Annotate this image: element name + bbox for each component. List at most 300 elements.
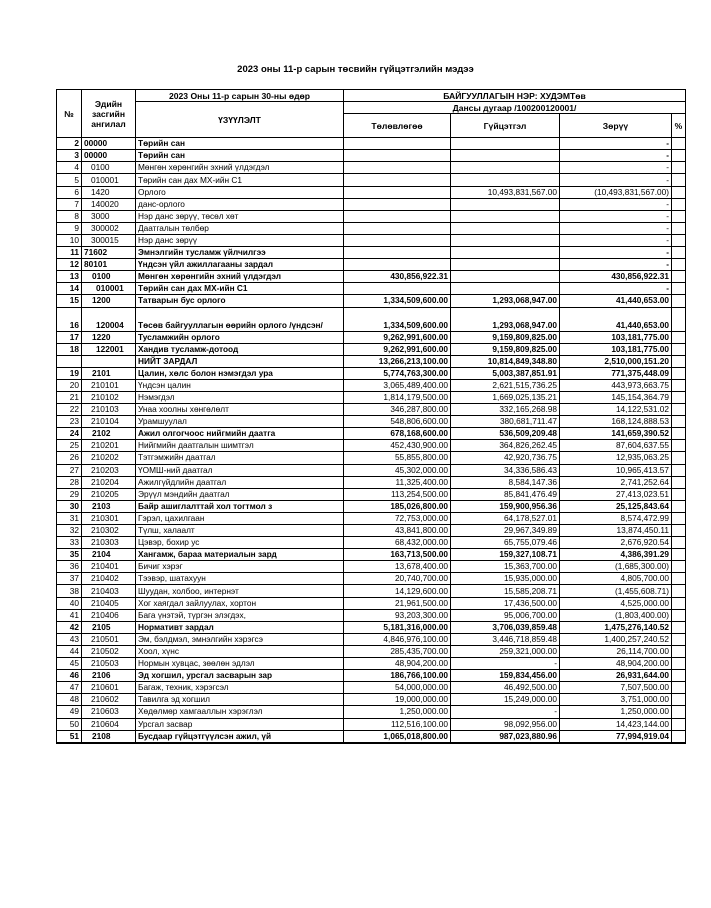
row-diff: - [560, 222, 672, 234]
table-row [57, 295, 686, 307]
row-actual: - [451, 706, 560, 718]
row-pct [672, 404, 686, 416]
row-pct [672, 682, 686, 694]
row-name: Нэр данс зөрүү, төсөл хөт [136, 210, 344, 222]
row-code: 210502 [82, 645, 136, 657]
row-diff: 103,181,775.00 [560, 331, 672, 343]
row-pct [672, 379, 686, 391]
row-code: 2108 [82, 730, 136, 743]
row-code: 210501 [82, 633, 136, 645]
table-row [57, 573, 686, 585]
row-plan: 72,753,000.00 [344, 512, 451, 524]
row-number: 48 [57, 694, 82, 706]
row-number: 3 [57, 150, 82, 162]
col-header-pct: % [672, 114, 686, 138]
row-plan [344, 234, 451, 246]
row-code: 210104 [82, 416, 136, 428]
table-row [57, 537, 686, 549]
row-code: 210301 [82, 512, 136, 524]
table-row [57, 416, 686, 428]
row-number: 31 [57, 512, 82, 524]
table-row [57, 476, 686, 488]
row-name: Бичиг хэрэг [136, 561, 344, 573]
row-pct [672, 549, 686, 561]
row-pct [672, 271, 686, 283]
row-actual: 34,336,586.43 [451, 464, 560, 476]
row-number: 10 [57, 234, 82, 246]
row-diff: 2,510,000,151.20 [560, 355, 672, 367]
row-number: 35 [57, 549, 82, 561]
row-pct [672, 585, 686, 597]
table-row [57, 343, 686, 355]
row-diff: 48,904,200.00 [560, 658, 672, 670]
row-number: 41 [57, 609, 82, 621]
row-diff: (10,493,831,567.00) [560, 186, 672, 198]
table-row [57, 609, 686, 621]
row-actual [451, 198, 560, 210]
row-actual: 159,834,456.00 [451, 670, 560, 682]
table-row [57, 331, 686, 343]
row-code: 210602 [82, 694, 136, 706]
row-actual: 5,003,387,851.91 [451, 367, 560, 379]
row-pct [672, 645, 686, 657]
row-code: 71602 [82, 247, 136, 259]
row-pct [672, 658, 686, 670]
row-pct [672, 343, 686, 355]
row-diff: 77,994,919.04 [560, 730, 672, 743]
row-plan: 163,713,500.00 [344, 549, 451, 561]
row-actual: 332,165,268.98 [451, 404, 560, 416]
row-actual: 85,841,476.49 [451, 488, 560, 500]
row-code: 210303 [82, 537, 136, 549]
row-plan: 1,250,000.00 [344, 706, 451, 718]
row-plan: 11,325,400.00 [344, 476, 451, 488]
table-row [57, 512, 686, 524]
row-code: 2106 [82, 670, 136, 682]
row-name: Эд хогшил, урсгал засварын зар [136, 670, 344, 682]
row-name: НИЙТ ЗАРДАЛ [136, 355, 344, 367]
row-number: 33 [57, 537, 82, 549]
table-row [57, 391, 686, 403]
row-diff: - [560, 150, 672, 162]
row-name: Урсгал засвар [136, 718, 344, 730]
row-code: 010001 [82, 174, 136, 186]
row-plan [344, 150, 451, 162]
row-pct [672, 694, 686, 706]
table-row [57, 633, 686, 645]
row-pct [672, 621, 686, 633]
row-code: 210603 [82, 706, 136, 718]
table-row [57, 259, 686, 271]
row-number: 11 [57, 247, 82, 259]
row-actual: 159,327,108.71 [451, 549, 560, 561]
row-number: 37 [57, 573, 82, 585]
row-number: 4 [57, 162, 82, 174]
row-number: 30 [57, 500, 82, 512]
row-pct [672, 283, 686, 295]
row-actual: 95,006,700.00 [451, 609, 560, 621]
table-row [57, 138, 686, 150]
row-number: 15 [57, 295, 82, 307]
row-actual: 65,755,079.46 [451, 537, 560, 549]
row-diff: - [560, 234, 672, 246]
row-diff: 145,154,364.79 [560, 391, 672, 403]
row-pct [672, 670, 686, 682]
row-name: Эмнэлгийн тусламж үйлчилгээ [136, 247, 344, 259]
row-name: данс-орлого [136, 198, 344, 210]
row-diff: 7,507,500.00 [560, 682, 672, 694]
row-name: Төрийн сан [136, 138, 344, 150]
row-code: 00000 [82, 150, 136, 162]
row-actual [451, 138, 560, 150]
row-actual: 15,249,000.00 [451, 694, 560, 706]
row-name: Орлого [136, 186, 344, 198]
row-number: 6 [57, 186, 82, 198]
row-actual [451, 222, 560, 234]
row-actual: - [451, 658, 560, 670]
row-name: Нормын хувцас, зөөлөн эдлэл [136, 658, 344, 670]
table-row [57, 585, 686, 597]
row-name: Урамшуулал [136, 416, 344, 428]
row-actual: 1,293,068,947.00 [451, 295, 560, 307]
row-actual [451, 271, 560, 283]
row-pct [672, 561, 686, 573]
row-pct [672, 138, 686, 150]
row-plan: 3,065,489,400.00 [344, 379, 451, 391]
row-diff: 4,805,700.00 [560, 573, 672, 585]
col-header-indicator: ҮЗҮҮЛЭЛТ [136, 102, 344, 138]
row-pct [672, 331, 686, 343]
row-plan: 45,302,000.00 [344, 464, 451, 476]
row-plan: 9,262,991,600.00 [344, 343, 451, 355]
row-name: Тавилга эд хогшил [136, 694, 344, 706]
row-diff: 2,741,252.64 [560, 476, 672, 488]
row-diff: 771,375,448.09 [560, 367, 672, 379]
row-plan: 4,846,976,100.00 [344, 633, 451, 645]
row-pct [672, 367, 686, 379]
row-diff: 103,181,775.00 [560, 343, 672, 355]
row-diff: 10,965,413.57 [560, 464, 672, 476]
row-diff: 14,122,531.02 [560, 404, 672, 416]
row-pct [672, 259, 686, 271]
table-row [57, 307, 686, 331]
row-pct [672, 391, 686, 403]
row-plan: 452,430,900.00 [344, 440, 451, 452]
row-number: 18 [57, 343, 82, 355]
table-row [57, 670, 686, 682]
row-actual [451, 234, 560, 246]
row-plan [344, 283, 451, 295]
row-number [57, 355, 82, 367]
row-diff: 168,124,888.53 [560, 416, 672, 428]
row-diff: 8,574,472.99 [560, 512, 672, 524]
row-plan [344, 174, 451, 186]
table-row [57, 682, 686, 694]
row-number: 25 [57, 440, 82, 452]
row-diff: 1,250,000.00 [560, 706, 672, 718]
row-code: 210204 [82, 476, 136, 488]
row-actual: 46,492,500.00 [451, 682, 560, 694]
table-row [57, 234, 686, 246]
row-plan: 186,766,100.00 [344, 670, 451, 682]
row-plan [344, 138, 451, 150]
row-plan: 1,065,018,800.00 [344, 730, 451, 743]
row-pct [672, 573, 686, 585]
row-plan: 548,806,600.00 [344, 416, 451, 428]
row-actual: 9,159,809,825.00 [451, 331, 560, 343]
row-number: 45 [57, 658, 82, 670]
row-actual [451, 162, 560, 174]
table-row [57, 645, 686, 657]
row-code: 80101 [82, 259, 136, 271]
row-pct [672, 307, 686, 331]
row-pct [672, 706, 686, 718]
row-diff: 430,856,922.31 [560, 271, 672, 283]
row-name: ҮОМШ-ний даатгал [136, 464, 344, 476]
row-number: 24 [57, 428, 82, 440]
row-pct [672, 730, 686, 743]
row-pct [672, 186, 686, 198]
row-number: 36 [57, 561, 82, 573]
row-name: Нийгмийн даатгалын шимтгэл [136, 440, 344, 452]
row-actual [451, 150, 560, 162]
row-actual [451, 247, 560, 259]
row-pct [672, 718, 686, 730]
table-row [57, 210, 686, 222]
row-name: Үндсэн үйл ажиллагааны зардал [136, 259, 344, 271]
row-name: Нормативт зардал [136, 621, 344, 633]
row-code: 2101 [82, 367, 136, 379]
row-diff: 41,440,653.00 [560, 295, 672, 307]
row-name: Ажил олгогчоос нийгмийн даатга [136, 428, 344, 440]
row-name: Нэр данс зөрүү [136, 234, 344, 246]
row-plan: 20,740,700.00 [344, 573, 451, 585]
row-actual [451, 283, 560, 295]
row-name: Унаа хоолны хөнгөлөлт [136, 404, 344, 416]
row-pct [672, 210, 686, 222]
row-name: Эрүүл мэндийн даатгал [136, 488, 344, 500]
row-actual [451, 259, 560, 271]
row-diff: (1,455,608.71) [560, 585, 672, 597]
row-plan: 68,432,000.00 [344, 537, 451, 549]
row-plan [344, 247, 451, 259]
row-name: Цалин, хөлс болон нэмэгдэл ура [136, 367, 344, 379]
row-diff: 25,125,843.64 [560, 500, 672, 512]
row-pct [672, 597, 686, 609]
report-title: 2023 оны 11-р сарын төсвийн гүйцэтгэлийн мэдээ [237, 64, 474, 75]
row-diff: - [560, 198, 672, 210]
row-pct [672, 355, 686, 367]
row-pct [672, 198, 686, 210]
row-number: 17 [57, 331, 82, 343]
row-code: 210302 [82, 525, 136, 537]
row-code: 210202 [82, 452, 136, 464]
row-name: Бага үнэтэй, түргэн элэгдэх, [136, 609, 344, 621]
row-actual: 1,669,025,135.21 [451, 391, 560, 403]
row-diff: - [560, 174, 672, 186]
row-number: 8 [57, 210, 82, 222]
row-number: 26 [57, 452, 82, 464]
row-name: Бусдаар гүйцэтгүүлсэн ажил, үй [136, 730, 344, 743]
row-code: 210604 [82, 718, 136, 730]
row-pct [672, 150, 686, 162]
row-number: 21 [57, 391, 82, 403]
row-actual [451, 174, 560, 186]
row-number: 29 [57, 488, 82, 500]
row-code: 210103 [82, 404, 136, 416]
row-actual: 259,321,000.00 [451, 645, 560, 657]
row-diff: 13,874,450.11 [560, 525, 672, 537]
row-plan: 113,254,500.00 [344, 488, 451, 500]
row-actual: 15,935,000.00 [451, 573, 560, 585]
row-name: Тээвэр, шатахуун [136, 573, 344, 585]
row-actual: 159,900,956.36 [451, 500, 560, 512]
row-diff: 27,413,023.51 [560, 488, 672, 500]
report-date: 2023 Оны 11-р сарын 30-ны өдөр [136, 90, 344, 102]
row-name: Цэвэр, бохир ус [136, 537, 344, 549]
row-plan: 9,262,991,600.00 [344, 331, 451, 343]
table-row [57, 549, 686, 561]
row-plan: 346,287,800.00 [344, 404, 451, 416]
row-name: Төрийн сан дах МХ-ийн С1 [136, 283, 344, 295]
row-number: 40 [57, 597, 82, 609]
row-pct [672, 512, 686, 524]
table-row [57, 198, 686, 210]
org-name: БАЙГУУЛЛАГЫН НЭР: ХУДЭМТөв [344, 90, 686, 102]
row-pct [672, 500, 686, 512]
row-pct [672, 295, 686, 307]
row-name: Тусламжийн орлого [136, 331, 344, 343]
table-row [57, 452, 686, 464]
row-pct [672, 525, 686, 537]
row-code: 1220 [82, 331, 136, 343]
table-row [57, 174, 686, 186]
row-actual: 10,493,831,567.00 [451, 186, 560, 198]
row-name: Төсөв байгууллагын өөрийн орлого /үндсэн/ [136, 307, 344, 331]
col-header-diff: Зөрүү [560, 114, 672, 138]
row-plan: 5,774,763,300.00 [344, 367, 451, 379]
row-code: 210102 [82, 391, 136, 403]
row-code: 210101 [82, 379, 136, 391]
row-diff: 2,676,920.54 [560, 537, 672, 549]
row-plan: 285,435,700.00 [344, 645, 451, 657]
row-actual: 3,446,718,859.48 [451, 633, 560, 645]
row-name: Түлш, халаалт [136, 525, 344, 537]
row-number: 12 [57, 259, 82, 271]
row-actual: 1,293,068,947.00 [451, 307, 560, 331]
row-number: 32 [57, 525, 82, 537]
row-name: Ажилгүйдлийн даатгал [136, 476, 344, 488]
row-actual: 64,178,527.01 [451, 512, 560, 524]
row-name: Байр ашиглалттай хол тогтмол з [136, 500, 344, 512]
row-name: Багаж, техник, хэрэгсэл [136, 682, 344, 694]
row-number: 20 [57, 379, 82, 391]
row-code: 210601 [82, 682, 136, 694]
row-code: 2102 [82, 428, 136, 440]
row-pct [672, 464, 686, 476]
row-code: 300015 [82, 234, 136, 246]
table-row [57, 525, 686, 537]
table-row [57, 367, 686, 379]
row-actual: 536,509,209.48 [451, 428, 560, 440]
row-name: Мөнгөн хөрөнгийн эхний үлдэгдэл [136, 271, 344, 283]
row-code: 0100 [82, 162, 136, 174]
row-diff: 1,400,257,240.52 [560, 633, 672, 645]
row-code: 210203 [82, 464, 136, 476]
col-header-actual: Гүйцэтгэл [451, 114, 560, 138]
row-code: 1420 [82, 186, 136, 198]
col-header-code: Эдийн засгийн ангилал [82, 90, 136, 138]
row-plan: 21,961,500.00 [344, 597, 451, 609]
row-pct [672, 488, 686, 500]
row-diff: (1,803,400.00) [560, 609, 672, 621]
row-pct [672, 222, 686, 234]
row-pct [672, 476, 686, 488]
table-row [57, 404, 686, 416]
row-name: Эм, бэлдмэл, эмнэлгийн хэрэгсэ [136, 633, 344, 645]
row-name: Хөдөлмөр хамгааллын хэрэглэл [136, 706, 344, 718]
row-code [82, 355, 136, 367]
row-code: 210401 [82, 561, 136, 573]
row-pct [672, 537, 686, 549]
table-row [57, 222, 686, 234]
row-diff: - [560, 138, 672, 150]
row-actual: 2,621,515,736.25 [451, 379, 560, 391]
row-diff: 141,659,390.52 [560, 428, 672, 440]
table-row [57, 464, 686, 476]
row-diff: 4,386,391.29 [560, 549, 672, 561]
row-diff: 41,440,653.00 [560, 307, 672, 331]
row-number: 13 [57, 271, 82, 283]
row-number: 38 [57, 585, 82, 597]
row-diff: 1,475,276,140.52 [560, 621, 672, 633]
table-row [57, 730, 686, 743]
row-pct [672, 609, 686, 621]
row-actual: 987,023,880.96 [451, 730, 560, 743]
table-row [57, 658, 686, 670]
row-name: Гэрэл, цахилгаан [136, 512, 344, 524]
row-number: 44 [57, 645, 82, 657]
row-code: 210406 [82, 609, 136, 621]
row-code: 3000 [82, 210, 136, 222]
row-code: 1200 [82, 295, 136, 307]
row-name: Хоол, хүнс [136, 645, 344, 657]
row-name: Шуудан, холбоо, интернэт [136, 585, 344, 597]
row-plan: 93,203,300.00 [344, 609, 451, 621]
col-header-no: № [57, 90, 82, 138]
table-row [57, 488, 686, 500]
row-name: Төрийн сан [136, 150, 344, 162]
row-actual: 8,584,147.36 [451, 476, 560, 488]
row-plan: 1,814,179,500.00 [344, 391, 451, 403]
row-actual: 364,826,262.45 [451, 440, 560, 452]
table-row [57, 150, 686, 162]
row-number: 23 [57, 416, 82, 428]
row-code: 0100 [82, 271, 136, 283]
row-plan: 1,334,509,600.00 [344, 307, 451, 331]
row-name: Төрийн сан дах МХ-ийн С1 [136, 174, 344, 186]
row-plan [344, 259, 451, 271]
table-row [57, 428, 686, 440]
row-number: 42 [57, 621, 82, 633]
col-header-plan: Төлөвлөгөө [344, 114, 451, 138]
row-code: 122001 [82, 343, 136, 355]
row-name: Тэтгэмжийн даатгал [136, 452, 344, 464]
row-plan [344, 210, 451, 222]
row-pct [672, 247, 686, 259]
row-plan: 55,855,800.00 [344, 452, 451, 464]
table-row [57, 162, 686, 174]
